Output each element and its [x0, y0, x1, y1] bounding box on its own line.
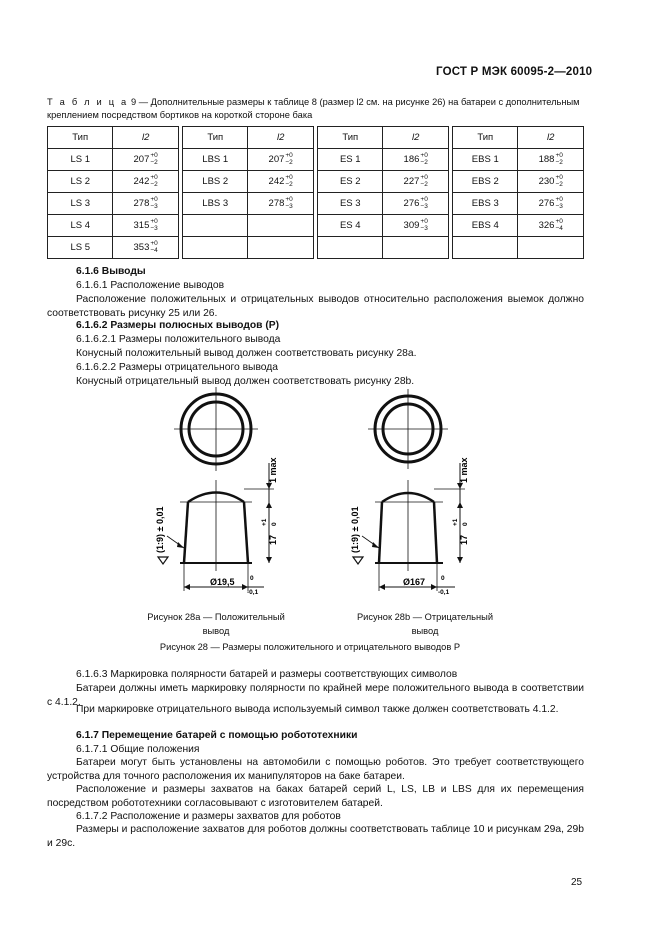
cell-l2: [113, 193, 178, 215]
table-row: [48, 215, 584, 237]
paragraph-6-1-7-1-a: Батареи могут быть установлены на автомобили с помощью роботов. Это требует соответствующего устройства для точного расположения их манипуляторов на баке батареи.: [47, 757, 584, 782]
cell-type: [183, 215, 248, 237]
subsection-6-1-6-3: 6.1.6.3 Маркировка полярности батарей и размеры соответствующих символов: [76, 669, 458, 680]
column-header-l2: [383, 127, 448, 149]
cell-l2-tolerance: [150, 219, 157, 232]
table-caption-text: — Дополнительные размеры к таблице 8 (размер l2 см. на рисунке 26) на батареи с дополнительным креплением посредством бортиков на короткой стороне бака: [47, 97, 580, 120]
paragraph-6-1-7-1-b: Расположение и размеры захватов на баках батарей серий L, LS, LB и LBS для их перемещения посредством робототехники согласовывают с изготовителем батарей.: [47, 784, 584, 809]
fig-b-height-tol-plus: +1: [452, 518, 459, 526]
column-header-l2: [248, 127, 313, 149]
figure-28a-caption-line2: вывод: [202, 626, 230, 636]
cell-l2: [518, 215, 584, 237]
tolerance-lower: −2: [150, 180, 158, 188]
column-header-type: Тип: [318, 127, 383, 149]
cell-l2-value: 353: [133, 242, 150, 254]
tolerance-upper: +0: [420, 218, 428, 225]
fig-a-diam-tol-lower: -0,1: [247, 589, 259, 596]
cell-l2-value: 242: [268, 176, 285, 188]
cell-type: EBS 1: [453, 149, 518, 171]
cell-type: [183, 237, 248, 259]
cell-l2: [383, 215, 448, 237]
tolerance-lower: −4: [555, 224, 563, 232]
cell-l2-value: 326: [538, 220, 555, 232]
table-caption-number: 9: [130, 97, 137, 107]
cell-l2: [248, 237, 313, 259]
subsection-6-1-6-1: 6.1.6.1 Расположение выводов: [76, 280, 225, 291]
cell-l2-tolerance: [150, 153, 157, 166]
tolerance-upper: +0: [285, 196, 293, 203]
cell-l2-value: 276: [538, 198, 555, 210]
column-header-l2: [113, 127, 178, 149]
cell-l2: [383, 171, 448, 193]
cell-l2-value: 186: [403, 154, 420, 166]
table-caption-label: Т а б л и ц а: [47, 97, 129, 107]
fig-b-height-tol-zero: 0: [462, 522, 469, 526]
section-title-6-1-7: 6.1.7 Перемещение батарей с помощью робототехники: [76, 730, 358, 741]
cell-l2: [248, 215, 313, 237]
cell-l2-tolerance: [285, 153, 292, 166]
cell-l2-value: 207: [268, 154, 285, 166]
table-header-row: [48, 127, 584, 149]
cell-l2-value: 278: [133, 198, 150, 210]
cell-l2-tolerance: [420, 219, 427, 232]
figure-28a-caption-line1: Рисунок 28а — Положительный: [147, 612, 285, 622]
cell-l2-value: 230: [538, 176, 555, 188]
cell-l2: [383, 237, 448, 259]
cell-type: LS 3: [48, 193, 113, 215]
cell-type: ES 3: [318, 193, 383, 215]
tolerance-upper: +0: [150, 196, 158, 203]
cell-type: EBS 3: [453, 193, 518, 215]
fig-b-height: 17: [459, 534, 469, 545]
tolerance-upper: +0: [285, 152, 293, 159]
tolerance-upper: +0: [150, 174, 158, 181]
cell-type: LBS 2: [183, 171, 248, 193]
column-header-l2-text: l2: [547, 132, 555, 143]
cell-l2-tolerance: [150, 175, 157, 188]
fig-a-height-tol-plus: +1: [261, 518, 268, 526]
tolerance-upper: +0: [555, 218, 563, 225]
fig-a-height: 17: [268, 534, 278, 545]
tolerance-lower: −3: [285, 202, 293, 210]
table-row: [48, 171, 584, 193]
cell-l2-tolerance: [420, 153, 427, 166]
tolerance-lower: −3: [420, 224, 428, 232]
fig-a-diameter: Ø19,5: [210, 577, 235, 587]
tolerance-lower: −3: [420, 202, 428, 210]
table-row: [48, 149, 584, 171]
cell-type: EBS 2: [453, 171, 518, 193]
subsection-6-1-7-2: 6.1.7.2 Расположение и размеры захватов для роботов: [76, 811, 341, 822]
figure-28b-caption-line1: Рисунок 28b — Отрицательный: [356, 612, 494, 622]
fig-b-diam-tol-lower: -0,1: [438, 589, 450, 596]
cell-type: ES 1: [318, 149, 383, 171]
fig-a-taper-label: (1:9) ± 0,01: [155, 506, 165, 553]
cell-l2-value: 278: [268, 198, 285, 210]
figure-28a-positive-terminal: [150, 385, 280, 600]
cell-l2: [113, 171, 178, 193]
cell-l2: [113, 215, 178, 237]
cell-type: LBS 1: [183, 149, 248, 171]
cell-type: [318, 237, 383, 259]
fig-a-diam-tol-upper: 0: [250, 575, 254, 582]
table-row: [48, 193, 584, 215]
subsection-6-1-6-2-2: 6.1.6.2.2 Размеры отрицательного вывода: [76, 362, 279, 373]
tolerance-lower: −3: [555, 202, 563, 210]
cell-type: LBS 3: [183, 193, 248, 215]
cell-l2-tolerance: [420, 175, 427, 188]
cell-l2-tolerance: [555, 219, 562, 232]
tolerance-lower: −2: [285, 180, 293, 188]
document-code: ГОСТ Р МЭК 60095-2—2010: [436, 66, 593, 78]
cell-l2: [248, 171, 313, 193]
tolerance-upper: +0: [555, 196, 563, 203]
subsection-6-1-6-2-1: 6.1.6.2.1 Размеры положительного вывода: [76, 334, 281, 345]
paragraph-6-1-7-2: Размеры и расположение захватов для роботов должны соответствовать таблице 10 и рисункам 29а, 29b и 29c.: [47, 824, 584, 849]
tolerance-upper: +0: [555, 174, 563, 181]
figure-28b-caption-line2: вывод: [411, 626, 439, 636]
cell-l2-tolerance: [285, 175, 292, 188]
tolerance-lower: −2: [420, 180, 428, 188]
tolerance-lower: −2: [285, 158, 293, 166]
cell-l2: [383, 193, 448, 215]
cell-l2-tolerance: [285, 197, 292, 210]
cell-l2-tolerance: [150, 197, 157, 210]
tolerance-upper: +0: [420, 196, 428, 203]
cell-l2: [248, 149, 313, 171]
paragraph-6-1-6-2-1: Конусный положительный вывод должен соответствовать рисунку 28а.: [76, 348, 417, 359]
fig-b-taper-label: (1:9) ± 0,01: [350, 506, 360, 553]
cell-type: LS 2: [48, 171, 113, 193]
tolerance-upper: +0: [285, 174, 293, 181]
column-header-l2-text: l2: [141, 132, 150, 143]
figure-28a-caption: [136, 610, 296, 638]
paragraph-6-1-6-3-b: При маркировке отрицательного вывода используемый символ также должен соответствовать 4.1.2.: [76, 704, 559, 715]
tolerance-upper: +0: [150, 240, 158, 247]
cell-l2: [248, 193, 313, 215]
column-header-l2-text: l2: [411, 132, 420, 143]
cell-l2-tolerance: [150, 241, 157, 254]
cell-type: ES 2: [318, 171, 383, 193]
cell-l2-value: 309: [403, 220, 420, 232]
cell-l2: [518, 171, 584, 193]
cell-l2-tolerance: [555, 197, 562, 210]
cell-l2-tolerance: [420, 197, 427, 210]
tolerance-lower: −2: [555, 158, 563, 166]
tolerance-lower: −3: [150, 202, 158, 210]
paragraph-6-1-6-1: Расположение положительных и отрицательных выводов относительно расположения выемок должно соответствовать рисунку 25 или 26.: [47, 294, 584, 319]
paragraph-6-1-6-3-a: Батареи должны иметь маркировку полярности по крайней мере положительного вывода в соответствии с 4.1.2.: [47, 683, 584, 708]
cell-type: LS 1: [48, 149, 113, 171]
section-title-6-1-6: 6.1.6 Выводы: [76, 266, 146, 277]
tolerance-lower: −2: [420, 158, 428, 166]
table-caption: [47, 96, 587, 122]
tolerance-upper: +0: [150, 218, 158, 225]
fig-b-diameter: Ø167: [403, 577, 426, 587]
tolerance-lower: −4: [150, 246, 158, 254]
cell-l2-value: 242: [133, 176, 150, 188]
column-header-type: Тип: [453, 127, 518, 149]
dimensions-table: [47, 126, 584, 259]
column-header-l2: [518, 127, 584, 149]
cell-l2-value: 276: [403, 198, 420, 210]
cell-type: EBS 4: [453, 215, 518, 237]
cell-type: [453, 237, 518, 259]
cell-l2: [518, 237, 584, 259]
cell-l2: [518, 149, 584, 171]
page-number: 25: [571, 877, 583, 888]
figure-28-caption: Рисунок 28 — Размеры положительного и отрицательного выводов Р: [159, 642, 461, 652]
fig-b-top-dim: 1 max: [459, 457, 469, 483]
cell-l2: [113, 149, 178, 171]
cell-l2: [113, 237, 178, 259]
cell-l2-tolerance: [555, 153, 562, 166]
tolerance-lower: −3: [150, 224, 158, 232]
section-title-6-1-6-2: 6.1.6.2 Размеры полюсных выводов (Р): [76, 320, 280, 331]
cell-type: LS 4: [48, 215, 113, 237]
subsection-6-1-7-1: 6.1.7.1 Общие положения: [76, 744, 200, 755]
column-header-type: Тип: [183, 127, 248, 149]
paragraph-6-1-6-2-2: Конусный отрицательный вывод должен соответствовать рисунку 28b.: [76, 376, 415, 387]
tolerance-upper: +0: [420, 152, 428, 159]
cell-l2: [383, 149, 448, 171]
cell-l2-value: 315: [133, 220, 150, 232]
cell-l2: [518, 193, 584, 215]
cell-type: ES 4: [318, 215, 383, 237]
fig-a-height-tol-zero: 0: [271, 522, 278, 526]
tolerance-upper: +0: [555, 152, 563, 159]
column-header-l2-text: l2: [276, 132, 285, 143]
fig-a-top-dim: 1 max: [268, 457, 278, 483]
cell-l2-value: 207: [133, 154, 150, 166]
cell-type: LS 5: [48, 237, 113, 259]
cell-l2-tolerance: [555, 175, 562, 188]
column-header-type: Тип: [48, 127, 113, 149]
figure-28b-caption: [340, 610, 510, 638]
fig-b-diam-tol-upper: 0: [441, 575, 445, 582]
cell-l2-value: 188: [538, 154, 555, 166]
table-row: [48, 237, 584, 259]
tolerance-lower: −2: [555, 180, 563, 188]
tolerance-upper: +0: [420, 174, 428, 181]
cell-l2-value: 227: [403, 176, 420, 188]
figure-28b-negative-terminal: [345, 385, 475, 600]
tolerance-upper: +0: [150, 152, 158, 159]
tolerance-lower: −2: [150, 158, 158, 166]
